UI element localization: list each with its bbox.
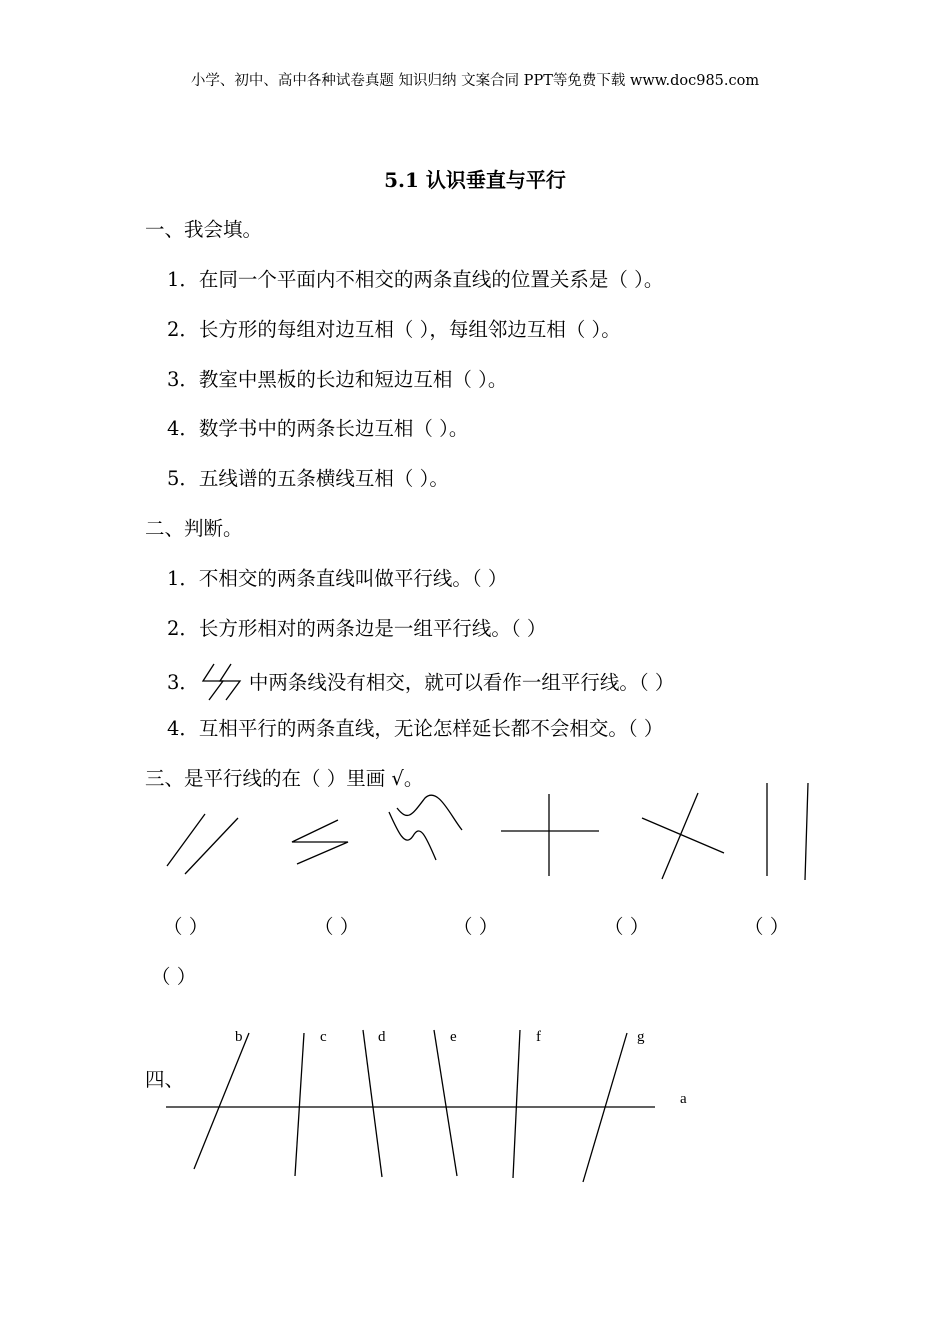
line-c <box>295 1033 304 1176</box>
section2-heading: 二、判断。 <box>145 517 243 540</box>
line-e <box>434 1030 457 1176</box>
section1-item-1: 1．在同一个平面内不相交的两条直线的位置关系是（ ）。 <box>167 268 664 291</box>
label-g: g <box>637 1029 645 1045</box>
line-f <box>513 1030 520 1178</box>
section1-item-2: 2．长方形的每组对边互相（ ），每组邻边互相（ ）。 <box>167 318 621 341</box>
section2-item-4: 4．互相平行的两条直线，无论怎样延长都不会相交。（ ） <box>167 717 664 740</box>
answer-paren-2[interactable]: （ ） <box>314 915 360 938</box>
section1-heading: 一、我会填。 <box>145 218 263 241</box>
page-header: 小学、初中、高中各种试卷真题 知识归纳 文案合同 PPT等免费下载 www.doc985.com <box>190 73 760 89</box>
label-b: b <box>235 1029 243 1045</box>
answer-paren-1[interactable]: （ ） <box>163 915 209 938</box>
section1-item-3: 3．教室中黑板的长边和短边互相（ ）。 <box>167 368 508 391</box>
answer-paren-6[interactable]: （ ） <box>151 965 197 988</box>
answer-paren-3[interactable]: （ ） <box>453 915 499 938</box>
line-d <box>363 1030 382 1177</box>
line-b <box>194 1033 249 1169</box>
label-f: f <box>536 1029 541 1045</box>
answer-paren-5[interactable]: （ ） <box>744 915 790 938</box>
section4-heading: 四、 <box>145 1068 185 1091</box>
section2-item-3-text: 中两条线没有相交，就可以看作一组平行线。（ ） <box>248 671 675 694</box>
section2-item-2: 2．长方形相对的两条边是一组平行线。（ ） <box>167 617 547 640</box>
label-c: c <box>320 1029 327 1045</box>
answer-paren-4[interactable]: （ ） <box>604 915 650 938</box>
worksheet-title: 5.1 认识垂直与平行 <box>384 168 566 192</box>
section1-item-5: 5．五线谱的五条横线互相（ ）。 <box>167 467 449 490</box>
label-a: a <box>680 1091 687 1107</box>
section3-heading: 三、是平行线的在（ ）里画 √。 <box>145 767 424 790</box>
section1-item-4: 4．数学书中的两条长边互相（ ）。 <box>167 417 469 440</box>
section2-item-1: 1．不相交的两条直线叫做平行线。（ ） <box>167 567 508 590</box>
section2-item-3-number: 3． <box>167 671 199 694</box>
label-d: d <box>378 1029 386 1045</box>
label-e: e <box>450 1029 457 1045</box>
